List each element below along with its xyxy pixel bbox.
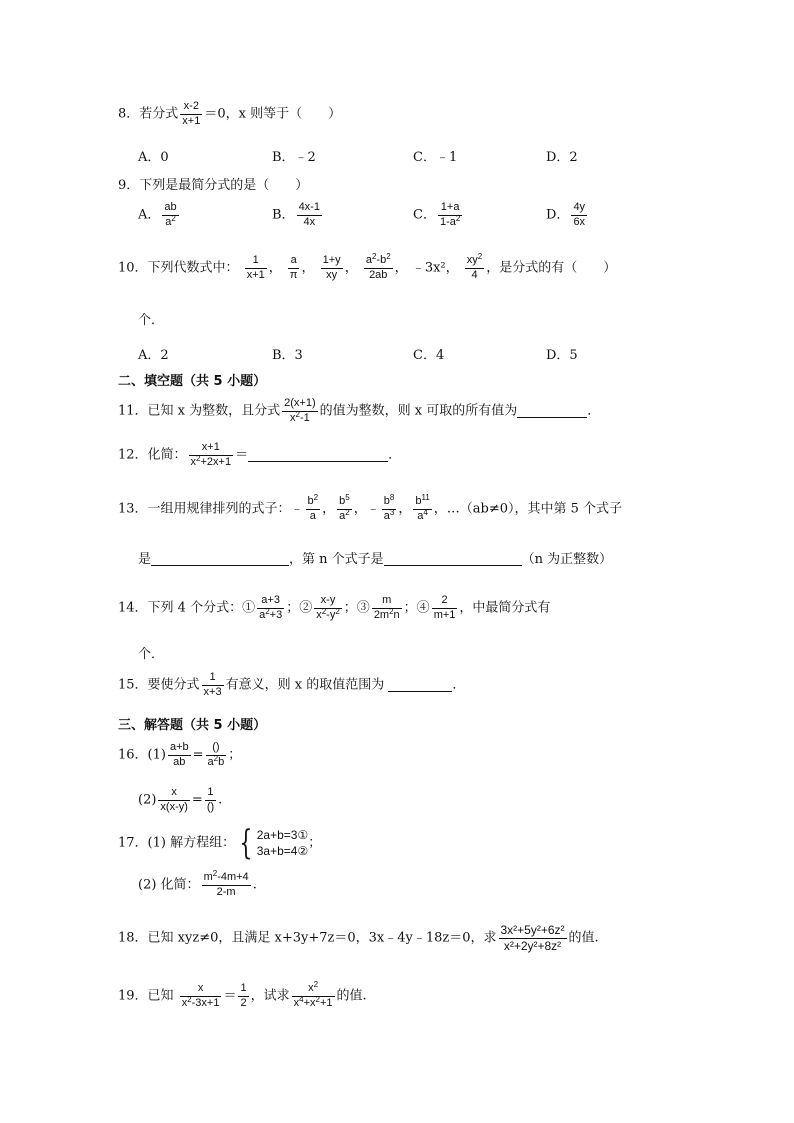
q8-option-d: D．2 xyxy=(546,150,578,165)
section-fill-in: 二、填空题（共 5 小题） xyxy=(118,374,267,389)
question-9: 9．下列是最简分式的是（ ） xyxy=(118,178,309,193)
q12-answer-blank[interactable] xyxy=(248,449,388,462)
system-brace: { xyxy=(239,823,253,863)
q9-option-a: A． $\frac{ab}{a^2}$ xyxy=(138,201,177,228)
question-16-part1: 16．(1) $\frac{a+b}{ab}$ = $\frac{()}{a^2b}$ ； xyxy=(118,741,242,768)
q8-suffix: ＝0，x 则等于（ ） xyxy=(204,106,342,122)
question-17-part1: 17．(1) 解方程组： { 2a+b=3① 3a+b=4② ； xyxy=(118,823,322,863)
q9-option-c: C． $\frac{1+a}{1-a^2}$ xyxy=(413,201,461,228)
q9-option-b: B． $\frac{4x-1}{4x}$ xyxy=(272,201,320,228)
question-11: 11．已知 x 为整数，且分式 $\frac{2(x+1)}{x^2-1}$ 的值为整数，则 x 可取的所有值为 ． xyxy=(118,397,601,424)
q10-option-a: A．2 xyxy=(138,348,169,363)
q8-option-b: B．﹣2 xyxy=(272,150,316,165)
question-10: 10．下列代数式中： $\frac{1}{x+1}$ ， $\frac{a}{\pi}$ ， $\frac{1+y}{xy}$ ， $\frac{a^2-b^2}{2ab}$ ， ﹣3x²， $\frac{xy^2}{4}$ ，是分式的有（ ） xyxy=(118,252,617,281)
q11-answer-blank[interactable] xyxy=(517,405,587,418)
q10-option-b: B．3 xyxy=(272,348,303,363)
question-16-part2: (2) $\frac{x}{x(x-y)}$ = $\frac{1}{()}$ . xyxy=(138,786,223,813)
question-14: 14．下列 4 个分式：① $\frac{a+3}{a^2+3}$ ；② $\frac{x-y}{x^2-y^2}$ ；③ $\frac{m}{2m^2n}$ ；④ $\frac{2}{m+1}$ ，中最简分式有 xyxy=(118,594,551,621)
question-19: 19．已知 $\frac{x}{x^2-3x+1}$ ＝ $\frac{1}{2}$ ，试求 $\frac{x^2}{x^4+x^2+1}$ 的值. xyxy=(118,980,367,1009)
q8-prefix: 8．若分式 xyxy=(118,106,179,122)
q9-option-d: D． $\frac{4y}{6x}$ xyxy=(546,201,586,228)
question-8 xyxy=(118,101,341,127)
q8-option-c: C．﹣1 xyxy=(413,150,458,165)
q8-fraction: $\frac{x-2}{x+1}$ xyxy=(182,100,201,127)
q13-line2: 是 ，第 n 个式子是 （n 为正整数） xyxy=(138,552,613,567)
section-solve: 三、解答题（共 5 小题） xyxy=(118,718,267,733)
q8-option-a: A．0 xyxy=(138,150,169,165)
q10-option-d: D．5 xyxy=(546,348,578,363)
q13-blank-5th[interactable] xyxy=(151,553,289,566)
question-15: 15．要使分式 $\frac{1}{x+3}$ 有意义，则 x 的取值范围为 ． xyxy=(118,671,466,698)
q10-unit: 个． xyxy=(138,313,165,328)
q10-option-c: C．4 xyxy=(413,348,445,363)
question-13: 13．一组用规律排列的式子：﹣ $\frac{b^2}{a}$ ， $\frac{b^5}{a^2}$ ，﹣ $\frac{b^8}{a^3}$ ， $\frac{b^{11}}{a^4}$ ，…（ab≠0），其中第 5 个式子 xyxy=(118,493,623,522)
question-18: 18．已知 xyz≠0，且满足 x+3y+7z＝0，3x﹣4y﹣18z＝0，求 $\frac{\text{3x²+5y²+6z²}}{\text{x²+2y²+8z²}}$ 的值. xyxy=(118,923,599,953)
q13-blank-nth[interactable] xyxy=(384,553,522,566)
question-12: 12．化简： $\frac{x+1}{x^2+2x+1}$ ＝ ． xyxy=(118,441,402,468)
q15-answer-blank[interactable] xyxy=(388,679,452,692)
question-17-part2: (2) 化简： $\frac{m^2-4m+4}{2-m}$ . xyxy=(138,869,257,898)
q14-unit: 个． xyxy=(138,647,165,662)
